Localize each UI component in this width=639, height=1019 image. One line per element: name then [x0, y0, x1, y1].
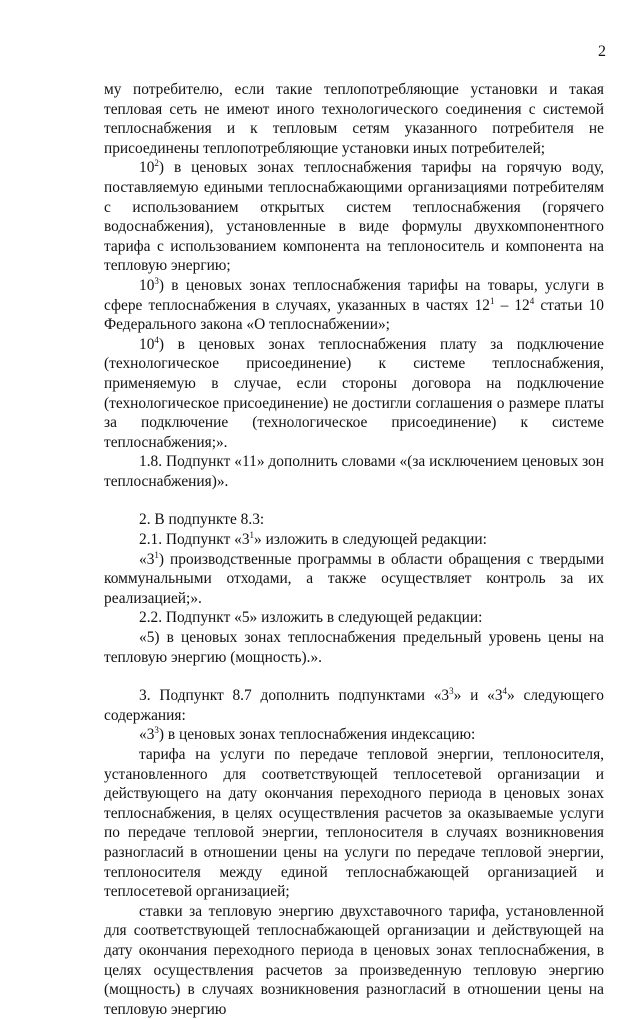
- text-run: статьи 10 Федерального закона «О теплоснабжении»;: [104, 296, 604, 334]
- paragraph: [104, 550, 604, 609]
- superscript: 1: [154, 549, 159, 560]
- paragraph: [104, 158, 604, 276]
- text-run: » и «3: [453, 687, 503, 705]
- text-run: 10: [139, 335, 155, 353]
- text-run: ) в ценовых зонах теплоснабжения плату за подключение (технологическое присоединение) к системе теплоснабжения, применяемую в случае, если стороны договора на подключение (технологическое присоединение) не достигли соглашения о размере платы за подключение (технологическое присоединение) к системе теплоснабжения;».: [104, 335, 604, 451]
- superscript: 3: [154, 275, 159, 286]
- paragraph: [104, 902, 604, 1019]
- superscript: 4: [529, 295, 535, 306]
- text-run: ) в ценовых зонах теплоснабжения индексацию:: [158, 726, 476, 744]
- superscript: 1: [249, 529, 255, 540]
- text-run: 3. Подпункт 8.7 дополнить подпунктами «3: [139, 687, 450, 705]
- paragraph-gap: [104, 491, 604, 510]
- text-run: 10: [139, 276, 155, 294]
- text-run: «3: [139, 726, 155, 744]
- text-run: » следующего содержания:: [104, 687, 604, 724]
- text-run: «5) в ценовых зонах теплоснабжения предельный уровень цены на тепловую энергию (мощность).».: [104, 629, 604, 666]
- text-run: 1.8. Подпункт «11» дополнить словами «(за исключением ценовых зон теплоснабжения)».: [104, 453, 604, 490]
- text-run: » изложить в следующей редакции:: [254, 531, 487, 549]
- paragraph: [104, 452, 604, 491]
- paragraph: [104, 725, 604, 745]
- page-number: 2: [598, 43, 606, 60]
- paragraph: [104, 510, 604, 530]
- paragraph: [104, 608, 604, 628]
- text-run: ) в ценовых зонах теплоснабжения тарифы на товары, услуги в сфере теплоснабжения в случаях, указанных в частях 12: [104, 276, 604, 314]
- paragraph: [104, 628, 604, 667]
- superscript: 4: [154, 334, 159, 345]
- text-run: 2.2. Подпункт «5» изложить в следующей редакции:: [139, 609, 483, 627]
- paragraph: [104, 530, 604, 550]
- text-run: тарифа на услуги по передаче тепловой энергии, теплоносителя, установленного для соответствующей теплосетевой организации и действующего на дату окончания переходного периода в ценовых зонах теплоснабжения, в целях осуществления расчетов за оказываемые услуги по передаче тепловой энергии, теплоносителя в случаях возникновения разногласий в отношении цены на услуги по передаче тепловой энергии, теплоносителя между единой теплоснабжающей организацией и теплосетевой организацией;: [104, 746, 604, 901]
- paragraph: [104, 276, 604, 335]
- superscript: 4: [502, 686, 508, 697]
- text-run: ставки за тепловую энергию двухставочного тарифа, установленной для соответствующей теплоснабжающей организации и действующей на дату окончания переходного периода в ценовых зонах теплоснабжения, в целях осуществления расчетов за произведенную тепловую энергию (мощность) в случаях возникновения разногласий в отношении цены на тепловую энергию: [104, 902, 604, 1018]
- superscript: 2: [154, 158, 159, 169]
- text-run: 2. В подпункте 8.3:: [139, 511, 265, 529]
- superscript: 3: [449, 686, 454, 697]
- superscript: 1: [489, 295, 495, 306]
- text-run: «3: [139, 550, 155, 568]
- text-run: му потребителю, если такие теплопотребляющие установки и такая тепловая сеть не имеют иного технологического соединения с системой теплоснабжения и к тепловым сетям указанного потребителя не присоединены теплопотребляющие установки иных потребителей;: [104, 81, 604, 157]
- text-run: 10: [139, 159, 155, 177]
- text-run: ) производственные программы в области обращения с твердыми коммунальными отходами, а также осуществляет контроль за их реализацией;».: [104, 550, 604, 607]
- superscript: 3: [154, 725, 159, 736]
- paragraph-gap: [104, 667, 604, 686]
- text-run: 2.1. Подпункт «3: [139, 531, 250, 549]
- paragraph: [104, 80, 604, 158]
- paragraph: [104, 335, 604, 453]
- document-body: [104, 80, 604, 1019]
- paragraph: [104, 686, 604, 725]
- text-run: ) в ценовых зонах теплоснабжения тарифы на горячую воду, поставляемую едиными теплоснабжающими организациями потребителям с использованием открытых систем теплоснабжения (горячего водоснабжения), установленные в виде формулы двухкомпонентного тарифа с использованием компонента на теплоноситель и компонента на тепловую энергию;: [104, 159, 604, 275]
- text-run: – 12: [494, 296, 530, 314]
- paragraph: [104, 745, 604, 902]
